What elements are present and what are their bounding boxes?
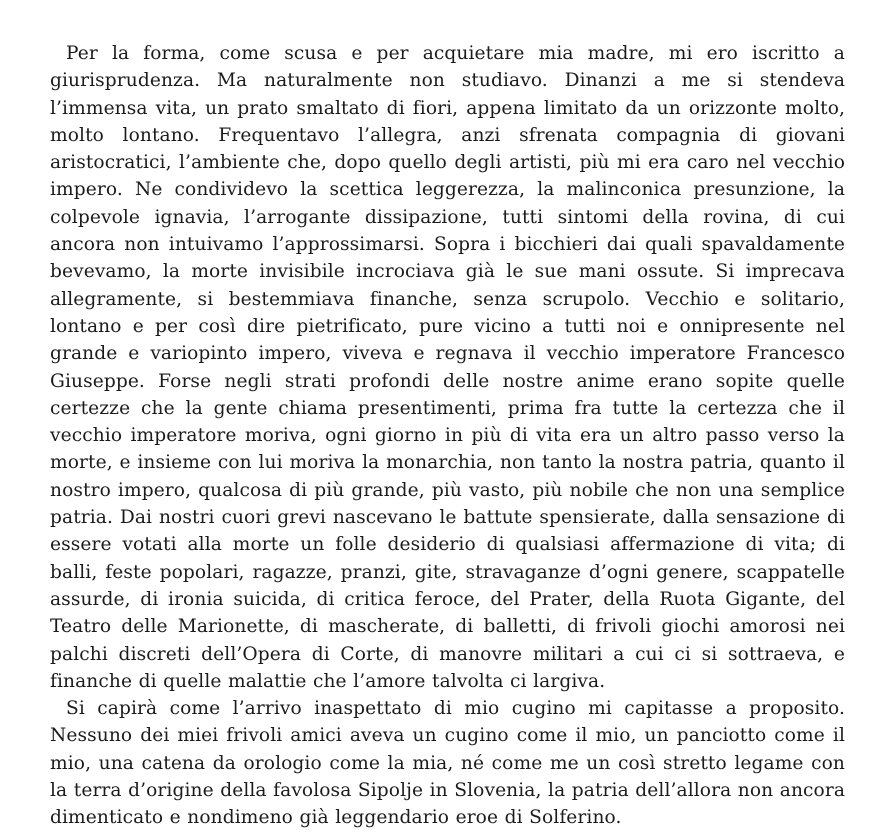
paragraph-2: Si capirà come l’arrivo inaspettato di mio cugino mi capitasse a proposito. Nessuno dei miei frivoli amici aveva un cugino come il mio, un panciotto come il mio, una catena da orologio come la mia, né come me un così stretto legame con la terra d’origine della favolosa Sipolje in Slovenia, la patria dell’allora non ancora dimenticato e nondimeno già leggendario eroe di Solferino. <box>50 698 845 829</box>
paragraph-1: Per la forma, come scusa e per acquietare mia madre, mi ero iscritto a giurisprudenza. Ma naturalmente non studiavo. Dinanzi a me si stendeva l’immensa vita, un prato smaltato di fiori, appena limitato da un orizzonte molto, molto lontano. Frequentavo l’allegra, anzi sfrenata compagnia di giovani aristocratici, l’ambiente che, dopo quello degli artisti, più mi era caro nel vecchio impero. Ne condividevo la scettica leggerezza, la malinconica presunzione, la colpevole ignavia, l’arrogante dissipazione, tutti sintomi della rovina, di cui ancora non intuivamo l’approssimarsi. Sopra i bicchieri dai quali spavaldamente bevevamo, la morte invisibile incrociava già le sue mani ossute. Si imprecava allegramente, si bestemmiava finanche, senza scrupolo. Vecchio e solitario, lontano e per così dire pietrificato, pure vicino a tutti noi e onnipresente nel grande e variopinto impero, viveva e regnava il vecchio imperatore Francesco Giuseppe. Forse negli strati profondi delle nostre anime erano sopite quelle certezze che la gente chiama presentimenti, prima fra tutte la certezza che il vecchio imperatore moriva, ogni giorno in più di vita era un altro passo verso la morte, e insieme con lui moriva la monarchia, non tanto la nostra patria, quanto il nostro impero, qualcosa di più grande, più vasto, più nobile che non una semplice patria. Dai nostri cuori grevi nascevano le battute spensierate, dalla sensazione di essere votati alla morte un folle desiderio di qualsiasi affermazione di vita; di balli, feste popolari, ragazze, pranzi, gite, stravaganze d’ogni genere, scappatelle assurde, di ironia suicida, di critica feroce, del Prater, della Ruota Gigante, del Teatro delle Marionette, di mascherate, di balletti, di frivoli giochi amorosi nei palchi discreti dell’Opera di Corte, di manovre militari a cui ci si sottraeva, e finanche di quelle malattie che l’amore talvolta ci largiva. <box>50 43 845 692</box>
